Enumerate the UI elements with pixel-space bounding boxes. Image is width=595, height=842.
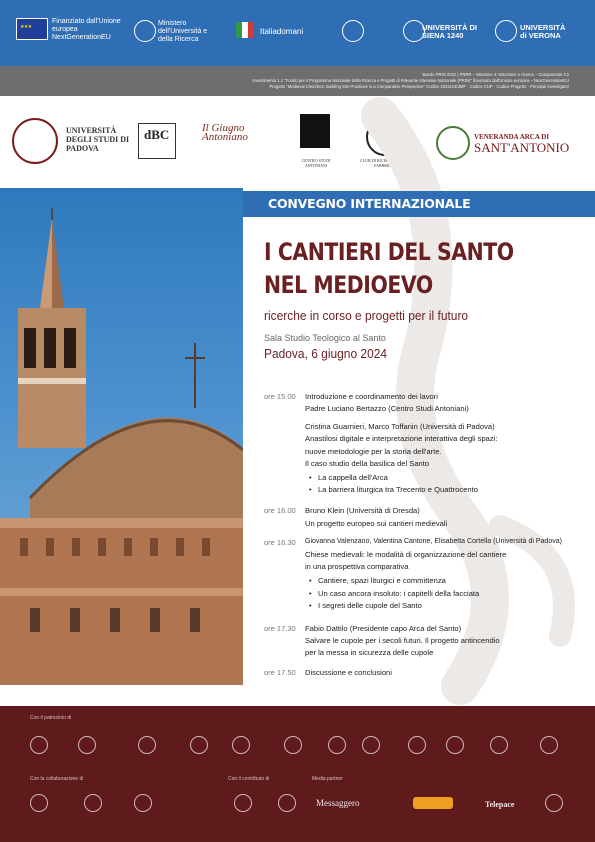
sponsor-crest-icon	[446, 736, 464, 754]
media-logo-icon	[545, 794, 563, 812]
program-line: Un progetto europeo sui cantieri medievali	[305, 519, 448, 528]
padova-label: UNIVERSITÀ DEGLI STUDI DI PADOVA	[66, 126, 130, 153]
eu-label: Finanziato dall'Unione europea NextGenerationEU	[52, 18, 121, 41]
program-line: Introduzione e coordinamento dei lavori	[305, 392, 438, 401]
program-line: Fabio Dattilo (Presidente capo Arca del Santo)	[305, 624, 462, 633]
program-bullet: • Cantiere, spazi liturgici e committenza	[318, 576, 446, 585]
sponsor-crest-icon	[408, 736, 426, 754]
title-line-2: NEL MEDIOEVO	[264, 271, 433, 299]
arca-emblem-icon	[436, 126, 470, 160]
program-line: per la messa in sicurezza delle cupole	[305, 648, 434, 657]
time-slot: ore 16.00	[264, 506, 296, 515]
info-line-1: Bando PRIN 2022 | PNRR – Missione 4: Istruzione e ricerca – Componente C2	[422, 72, 569, 77]
sponsor-crest-icon	[78, 736, 96, 754]
fabbrica-emblem-icon	[366, 118, 404, 156]
program-line: Cristina Guarnieri, Marco Toffanin (Università di Padova)	[305, 422, 495, 431]
verona-label: UNIVERSITÀ di VERONA	[520, 23, 566, 40]
contributo-label: Con il contributo di	[228, 776, 270, 782]
program-line: Chiese medievali: le modalità di organizzazione del cantiere	[305, 550, 507, 559]
italia-domani-label: Italiadomani	[260, 27, 304, 36]
csa-logo-icon	[300, 114, 330, 148]
verona-seal-icon	[495, 20, 517, 42]
funding-info-strip	[0, 66, 595, 96]
sponsor-crest-icon	[362, 736, 380, 754]
arca-label-1: VENERANDA ARCA DI	[474, 133, 550, 141]
basilica-illustration	[0, 188, 243, 685]
messaggero-logo: Messaggero	[316, 798, 360, 808]
funding-bar	[0, 0, 595, 66]
collab-logo-icon	[134, 794, 152, 812]
time-slot: ore 16.30	[264, 538, 296, 547]
program-line: nuove metodologie per la storia dell'arte.	[305, 447, 442, 456]
media-logo-icon	[413, 797, 453, 809]
time-slot: ore 17.50	[264, 668, 296, 677]
info-line-2: Investimento 1.1 "Fondo per il Programma Nazionale della Ricerca e Progetti di Rilevante Interesse Nazionale (PRIN)" finanziato dall'Unione europea – NextGenerationEU	[252, 78, 569, 83]
collab-logo-icon	[30, 794, 48, 812]
sponsor-crest-icon	[328, 736, 346, 754]
sponsor-crest-icon	[232, 736, 250, 754]
ministry-emblem-icon	[134, 20, 156, 42]
fabbrica-label: CLUB DI RICERCA SULLA FABBRICA	[360, 158, 408, 168]
padova-seal-icon	[12, 118, 58, 164]
title-line-1: I CANTIERI DEL SANTO	[264, 238, 514, 266]
arca-label-2: SANT'ANTONIO	[474, 140, 570, 155]
program-line: Anastilosi digitale e interpretazione interattiva degli spazi:	[305, 434, 498, 443]
collab-logo-icon	[84, 794, 102, 812]
sponsor-crest-icon	[540, 736, 558, 754]
program-line: in una prospettiva comparativa	[305, 562, 409, 571]
program-line: Bruno Klein (Università di Dresda)	[305, 506, 420, 515]
telepace-logo: Telepace	[485, 800, 515, 809]
program-line: Giovanna Valenzano, Valentina Cantone, Elisabetta Cortella (Università di Padova)	[305, 538, 562, 545]
eu-flag-icon	[16, 18, 48, 40]
contrib-logo-icon	[234, 794, 252, 812]
program-line: Il caso studio della basilica del Santo	[305, 459, 430, 468]
contrib-logo-icon	[278, 794, 296, 812]
siena-label: UNIVERSITÀ DI SIENA 1240	[422, 23, 478, 40]
ministry-label: Ministero dell'Università e della Ricerca	[158, 20, 208, 43]
program-bullet: • Un caso ancora insoluto: i capitelli della facciata	[318, 589, 479, 598]
partner-logos	[0, 96, 595, 188]
italia-domani-flag-icon	[236, 22, 254, 38]
media-partner-label: Media partner	[312, 776, 343, 782]
program-bullet: • I segreti delle cupole del Santo	[318, 601, 422, 610]
conference-kicker: CONVEGNO INTERNAZIONALE	[268, 196, 471, 211]
time-slot: ore 17.30	[264, 624, 296, 633]
program-bullet: • La cappella dell'Arca	[318, 473, 388, 482]
event-date: Padova, 6 giugno 2024	[264, 346, 388, 361]
program-line: Discussione e conclusioni	[305, 668, 392, 677]
subtitle: ricerche in corso e progetti per il futuro	[264, 308, 469, 323]
sponsor-crest-icon	[190, 736, 208, 754]
giugno-label: Il Giugno Antoniano	[202, 122, 248, 143]
venue: Sala Studio Teologico al Santo	[264, 333, 386, 343]
basilica-photo	[0, 188, 243, 685]
sponsor-crest-icon	[284, 736, 302, 754]
program-bullet: • La barriera liturgica tra Trecento e Quattrocento	[318, 485, 478, 494]
program-line: Padre Luciano Bertazzo (Centro Studi Antoniani)	[305, 404, 469, 413]
collaborazione-label: Con la collaborazione di	[30, 776, 84, 782]
program-line: Salvare le cupole per i secoli futuri. Il progetto antincendio	[305, 636, 500, 645]
patrocinio-label: Con il patrocinio di	[30, 715, 72, 721]
sponsor-crest-icon	[490, 736, 508, 754]
info-line-3: Progetto "Medieval Churches: Building Site Practices in a Comparative Perspective" Codice 2022LKE3MF · Codice CUP · Codice Progetto · Principal Investigator	[269, 84, 569, 89]
sponsor-footer	[0, 706, 595, 842]
csa-label: CENTRO STUDI ANTONIANI	[301, 158, 331, 168]
university-seal-icon	[342, 20, 364, 42]
dbc-label: dBC	[144, 127, 170, 142]
time-slot: ore 15.00	[264, 392, 296, 401]
conference-kicker-bar	[243, 191, 595, 217]
sponsor-crest-icon	[138, 736, 156, 754]
sponsor-crest-icon	[30, 736, 48, 754]
